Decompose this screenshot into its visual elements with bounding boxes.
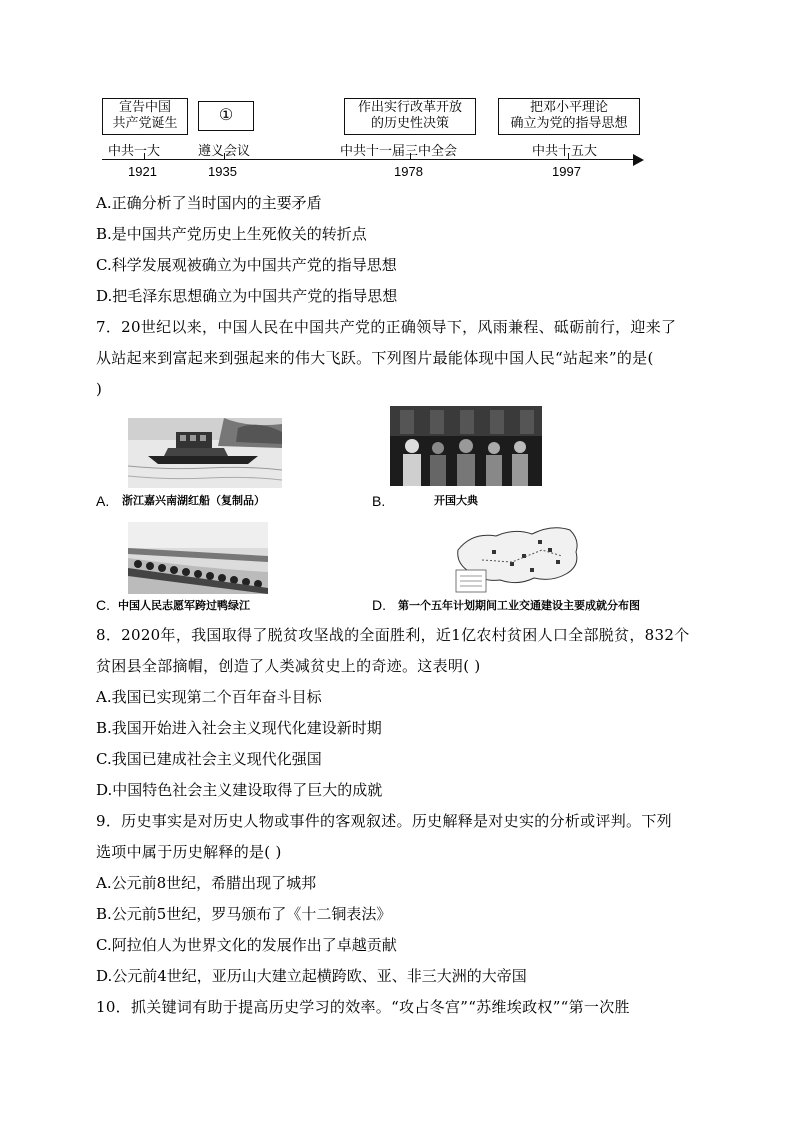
timeline-event-1: 中共一大	[108, 144, 161, 159]
q7-stem-line1: 7．20世纪以来，中国人民在中国共产党的正确领导下，风雨兼程、砥砺前行，迎来了	[96, 318, 677, 336]
q7-stem-line2: 从站起来到富起来到强起来的伟大飞跃。下列图片最能体现中国人民“站起来”的是(	[96, 349, 654, 367]
timeline-box-1978: 作出实行改革开放 的历史性决策	[344, 98, 476, 135]
timeline-arrow-icon	[633, 154, 644, 166]
q8-option-d: D.中国特色社会主义建设取得了巨大的成就	[96, 781, 383, 799]
q9-option-a: A.公元前8世纪，希腊出现了城邦	[96, 874, 317, 892]
timeline-tick	[224, 153, 225, 159]
q8-stem-line1: 8．2020年，我国取得了脱贫攻坚战的全面胜利，近1亿农村贫困人口全部脱贫，832个	[96, 626, 690, 644]
timeline-event-2: 遵义会议	[198, 144, 251, 159]
q9-option-b: B.公元前5世纪，罗马颁布了《十二铜表法》	[96, 905, 392, 923]
q7-stem-line3: )	[96, 380, 102, 398]
timeline-event-3: 中共十一届三中全会	[340, 144, 458, 159]
yalu-river-crossing-photo	[128, 522, 268, 594]
timeline-box-1997: 把邓小平理论 确立为党的指导思想	[498, 98, 640, 135]
founding-ceremony-photo	[390, 406, 542, 486]
red-boat-photo	[128, 418, 282, 488]
q6-option-d: D.把毛泽东思想确立为中国共产党的指导思想	[96, 287, 398, 305]
timeline-year: 1935	[208, 164, 237, 179]
q8-option-b: B.我国开始进入社会主义现代化建设新时期	[96, 719, 382, 737]
timeline-tick	[568, 153, 569, 159]
timeline-axis	[102, 159, 637, 160]
q7-option-a-letter: A.	[96, 493, 110, 509]
timeline-year: 1997	[552, 164, 581, 179]
q7-option-d-letter: D.	[372, 597, 386, 613]
q9-stem-line1: 9．历史事实是对历史人物或事件的客观叙述。历史解释是对史实的分析或评判。下列	[96, 812, 672, 830]
q9-stem-line2: 选项中属于历史解释的是( )	[96, 843, 282, 861]
q8-stem-line2: 贫困县全部摘帽，创造了人类减贫史上的奇迹。这表明( )	[96, 657, 481, 675]
q9-option-c: C.阿拉伯人为世界文化的发展作出了卓越贡献	[96, 936, 397, 954]
q7-option-b-caption: 开国大典	[434, 494, 478, 507]
timeline-box-1921: 宣告中国 共产党诞生	[102, 98, 188, 135]
q7-option-d-caption: 第一个五年计划期间工业交通建设主要成就分布图	[398, 599, 640, 612]
q7-option-b-letter: B.	[372, 493, 386, 509]
timeline-year: 1921	[128, 164, 157, 179]
q7-option-c-letter: C.	[96, 597, 110, 613]
timeline-event-4: 中共十五大	[532, 144, 598, 159]
q8-option-c: C.我国已建成社会主义现代化强国	[96, 750, 322, 768]
q6-option-b: B.是中国共产党历史上生死攸关的转折点	[96, 225, 367, 243]
industrial-map-image	[452, 520, 588, 596]
timeline-tick	[410, 153, 411, 159]
timeline-year: 1978	[394, 164, 423, 179]
timeline-box-blank: ①	[198, 101, 254, 131]
q6-option-c: C.科学发展观被确立为中国共产党的指导思想	[96, 256, 397, 274]
q7-option-c-caption: 中国人民志愿军跨过鸭绿江	[118, 599, 250, 612]
q10-stem-line1: 10．抓关键词有助于提高历史学习的效率。“攻占冬宫”“苏维埃政权”“第一次胜	[96, 998, 630, 1016]
timeline-tick	[144, 153, 145, 159]
q7-option-a-caption: 浙江嘉兴南湖红船（复制品）	[122, 494, 265, 507]
q8-option-a: A.我国已实现第二个百年奋斗目标	[96, 688, 322, 706]
q6-option-a: A.正确分析了当时国内的主要矛盾	[96, 194, 322, 212]
q9-option-d: D.公元前4世纪，亚历山大建立起横跨欧、亚、非三大洲的大帝国	[96, 967, 527, 985]
timeline-figure	[96, 96, 656, 186]
